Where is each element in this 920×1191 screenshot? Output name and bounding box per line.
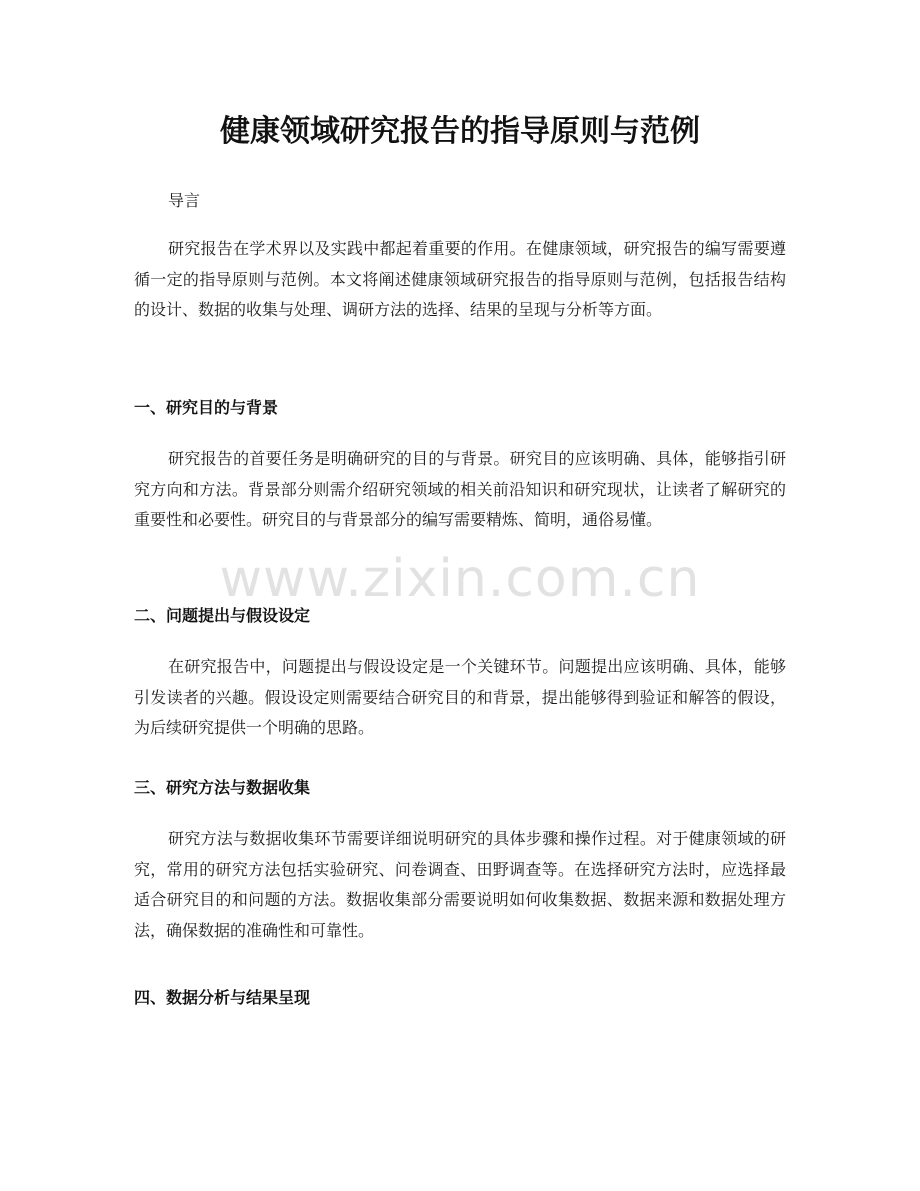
section-paragraph-1: 研究报告的首要任务是明确研究的目的与背景。研究目的应该明确、具体，能够指引研究方向和方法。背景部分则需介绍研究领域的相关前沿知识和研究现状，让读者了解研究的重要性和必要性。研究目的与背景部分的编写需要精炼、简明，通俗易懂。 (134, 449, 786, 529)
section-paragraph-2: 在研究报告中，问题提出与假设设定是一个关键环节。问题提出应该明确、具体，能够引发读者的兴趣。假设设定则需要结合研究目的和背景，提出能够得到验证和解答的假设，为后续研究提供一个明确的思路。 (134, 657, 786, 737)
section-heading-3: 三、研究方法与数据收集 (134, 778, 311, 797)
document-title: 健康领域研究报告的指导原则与范例 (220, 114, 700, 149)
intro-label: 导言 (168, 191, 201, 210)
watermark: www.zixin.com.cn (219, 549, 701, 609)
section-heading-4: 四、数据分析与结果呈现 (134, 988, 311, 1007)
intro-paragraph: 研究报告在学术界以及实践中都起着重要的作用。在健康领域，研究报告的编写需要遵循一定的指导原则与范例。本文将阐述健康领域研究报告的指导原则与范例，包括报告结构的设计、数据的收集与处理、调研方法的选择、结果的呈现与分析等方面。 (134, 239, 786, 319)
section-heading-1: 一、研究目的与背景 (134, 398, 279, 417)
section-heading-2: 二、问题提出与假设设定 (134, 606, 311, 625)
section-paragraph-3: 研究方法与数据收集环节需要详细说明研究的具体步骤和操作过程。对于健康领域的研究，常用的研究方法包括实验研究、问卷调查、田野调查等。在选择研究方法时，应选择最适合研究目的和问题的方法。数据收集部分需要说明如何收集数据、数据来源和数据处理方法，确保数据的准确性和可靠性。 (134, 829, 786, 940)
